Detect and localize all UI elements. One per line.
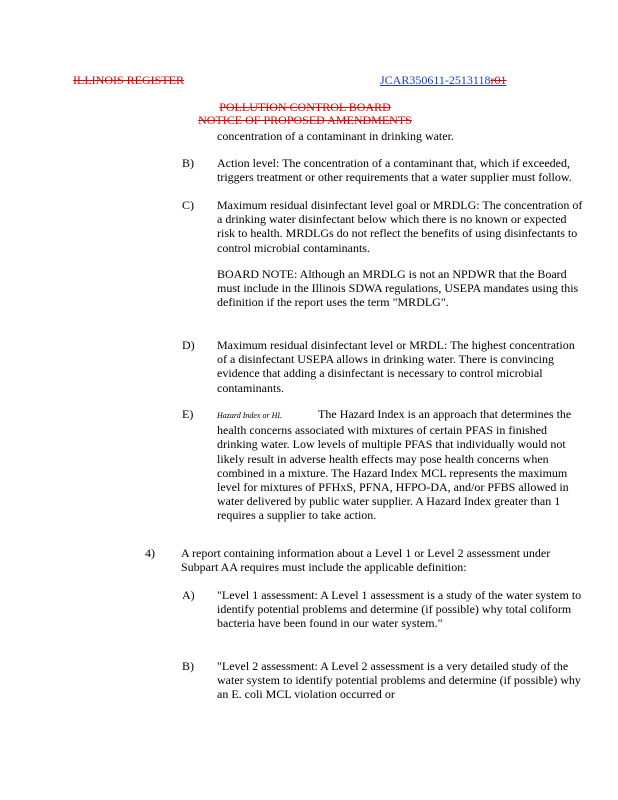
item-b2-text: "Level 2 assessment: A Level 2 assessment is a very detailed study of the water system to identify potential problems and determine (if possible) why an E. coli MCL violation occurred or: [217, 659, 581, 702]
item-a2-text: "Level 1 assessment: A Level 1 assessment is a study of the water system to identify potential problems and determine (if possible) why total coliform bacteria have been found in our water system.": [217, 588, 582, 631]
continued-text: concentration of a contaminant in drinking water.: [217, 129, 454, 143]
hazard-index-term: Hazard Index or HI.: [217, 411, 283, 420]
item-d-label: D): [182, 338, 195, 352]
jcar-reference: [380, 73, 506, 88]
item-c-label: C): [182, 198, 194, 212]
notice-title: NOTICE OF PROPOSED AMENDMENTS: [198, 113, 412, 127]
item-4-label: 4): [145, 546, 155, 560]
hazard-index-definition: The Hazard Index is an approach that determines the health concerns associated with mixtures of certain PFAS in finished drinking water. Low levels of multiple PFAS that individually would not likely result in adverse health effects may pose health concerns when combined in a mixture. The Hazard Index MCL represents the maximum level for mixtures of PFHxS, PFNA, HFPO-DA, and/or PFBS allowed in water delivered by public water supplier. A Hazard Index greater than 1 requires a supplier to take action.: [217, 407, 572, 523]
item-b-text: Action level: The concentration of a contaminant that, which if exceeded, triggers treatment or other requirements that a water supplier must follow.: [217, 156, 572, 185]
agency-title: POLLUTION CONTROL BOARD: [219, 100, 391, 114]
item-e-text: [217, 407, 587, 523]
item-a2-label: A): [182, 588, 195, 602]
item-c-text: Maximum residual disinfectant level goal or MRDLG: The concentration of a drinking water disinfectant below which there is no known or expected risk to health. MRDLGs do not reflect the benefits of using disinfectants to control microbial contaminants.: [217, 198, 583, 255]
item-4-text: A report containing information about a Level 1 or Level 2 assessment under Subpart AA requires must include the applicable definition:: [181, 546, 551, 575]
register-header: ILLINOIS REGISTER: [73, 73, 184, 87]
board-note: BOARD NOTE: Although an MRDLG is not an NPDWR that the Board must include in the Illinois SDWA regulations, USEPA mandates using this definition if the report uses the term "MRDLG".: [217, 267, 579, 310]
jcar-revision: r01: [490, 73, 507, 87]
jcar-number: JCAR350611-2513118: [380, 73, 491, 87]
item-d-text: Maximum residual disinfectant level or MRDL: The highest concentration of a disinfectant USEPA allows in drinking water. There is convincing evidence that adding a disinfectant is necessary to control microbial contaminants.: [217, 338, 575, 395]
item-b-label: B): [182, 156, 194, 170]
item-e-label: E): [182, 407, 194, 421]
item-b2-label: B): [182, 659, 194, 673]
